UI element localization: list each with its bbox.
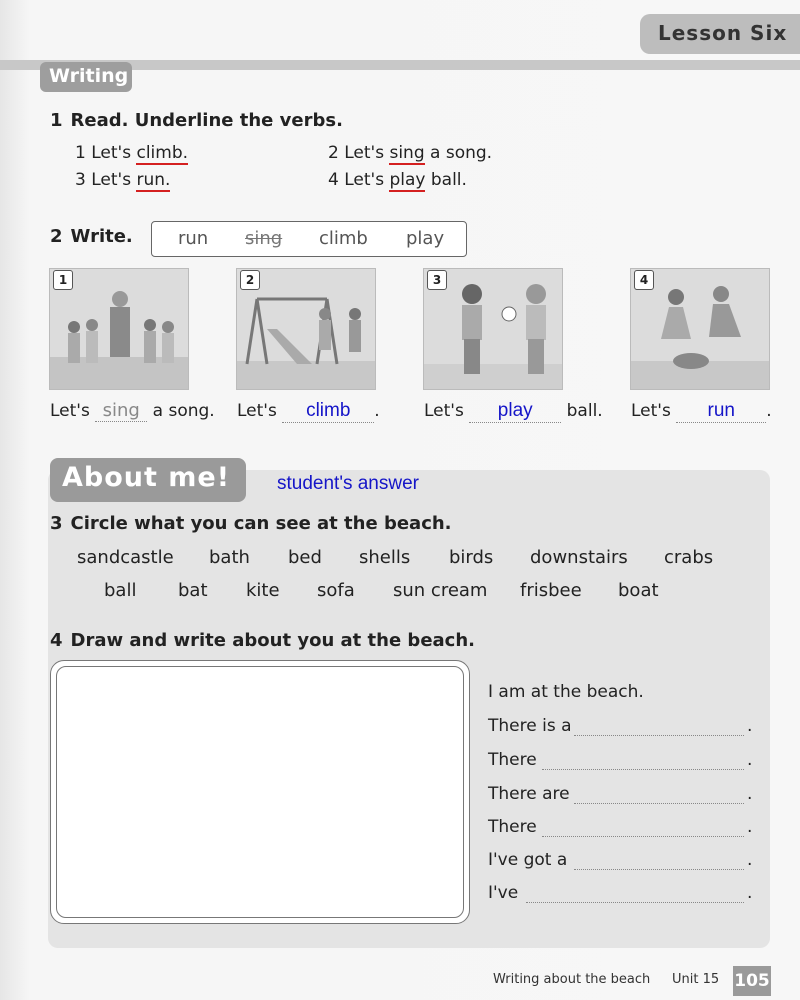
picture-number-3: 3 (427, 270, 447, 290)
write-line-4: There are (488, 784, 570, 804)
beach-word-boat[interactable]: boat (618, 580, 659, 601)
write-blank-3[interactable] (542, 769, 744, 770)
ex1-item-2: 2 Let's sing a song. (328, 143, 493, 163)
underlined-verb: play (389, 170, 426, 190)
write-line-2: There is a (488, 716, 572, 736)
ex1-item-3: 3 Let's run. (75, 170, 171, 190)
drawing-box[interactable] (56, 666, 464, 918)
ex2-sentence-1: Let's sing a song. (50, 400, 215, 421)
write-blank-6[interactable] (574, 869, 744, 870)
period-3: . (747, 750, 753, 770)
ex3-heading: 3 Circle what you can see at the beach. (50, 513, 452, 534)
picture-number-1: 1 (53, 270, 73, 290)
about-me-tag (50, 458, 246, 502)
period-4: . (747, 784, 753, 804)
beach-word-ball[interactable]: ball (104, 580, 137, 601)
write-line-5: There (488, 817, 537, 837)
ex2-sentence-3: Let's play ball. (424, 400, 603, 421)
page-number: 105 (733, 966, 771, 996)
answer-run: run (676, 400, 766, 423)
ex1-item-4: 4 Let's play ball. (328, 170, 467, 190)
underlined-verb: climb. (136, 143, 189, 163)
beach-word-crabs[interactable]: crabs (664, 547, 714, 568)
ex2-heading: 2 Write. (50, 226, 133, 247)
write-line-1: I am at the beach. (488, 682, 644, 702)
picture-number-2: 2 (240, 270, 260, 290)
lesson-tab (640, 14, 800, 54)
write-line-6: I've got a (488, 850, 568, 870)
underlined-verb: sing (389, 143, 425, 163)
lesson-title: Lesson Six (658, 21, 788, 45)
beach-word-kite[interactable]: kite (246, 580, 280, 601)
ex2-sentence-4: Let's run . (631, 400, 772, 421)
period-6: . (747, 850, 753, 870)
write-blank-2[interactable] (574, 735, 744, 736)
answer-play: play (469, 400, 561, 423)
period-7: . (747, 883, 753, 903)
period-2: . (747, 716, 753, 736)
footer-unit: Unit 15 (672, 972, 720, 987)
beach-word-birds[interactable]: birds (449, 547, 494, 568)
write-blank-4[interactable] (574, 803, 744, 804)
picture-number-4: 4 (634, 270, 654, 290)
ex1-item-1: 1 Let's climb. (75, 143, 189, 163)
beach-word-sofa[interactable]: sofa (317, 580, 355, 601)
word-climb: climb (319, 228, 368, 249)
footer-title: Writing about the beach (493, 972, 651, 987)
beach-word-bed[interactable]: bed (288, 547, 322, 568)
ex1-heading: 1 Read. Underline the verbs. (50, 110, 343, 131)
beach-word-bat[interactable]: bat (178, 580, 208, 601)
beach-word-frisbee[interactable]: frisbee (520, 580, 582, 601)
write-blank-5[interactable] (542, 836, 744, 837)
ex2-sentence-2: Let's climb . (237, 400, 380, 421)
beach-word-bath[interactable]: bath (209, 547, 250, 568)
about-me-title: About me! (62, 462, 231, 493)
answer-sing: sing (95, 400, 147, 422)
section-label-text: Writing (49, 65, 129, 87)
word-play: play (406, 228, 445, 249)
ex4-heading: 4 Draw and write about you at the beach. (50, 630, 475, 651)
write-line-7: I've (488, 883, 519, 903)
write-blank-7[interactable] (526, 902, 744, 903)
beach-word-shells[interactable]: shells (359, 547, 411, 568)
beach-word-sandcastle[interactable]: sandcastle (77, 547, 174, 568)
student-answer-note: student's answer (277, 473, 419, 494)
period-5: . (747, 817, 753, 837)
underlined-verb: run. (136, 170, 171, 190)
beach-word-downstairs[interactable]: downstairs (530, 547, 628, 568)
answer-climb: climb (282, 400, 374, 423)
word-box (151, 221, 467, 257)
beach-word-sun-cream[interactable]: sun cream (393, 580, 488, 601)
write-line-3: There (488, 750, 537, 770)
word-run: run (178, 228, 209, 249)
section-label (40, 62, 132, 92)
word-sing: sing (245, 228, 283, 249)
